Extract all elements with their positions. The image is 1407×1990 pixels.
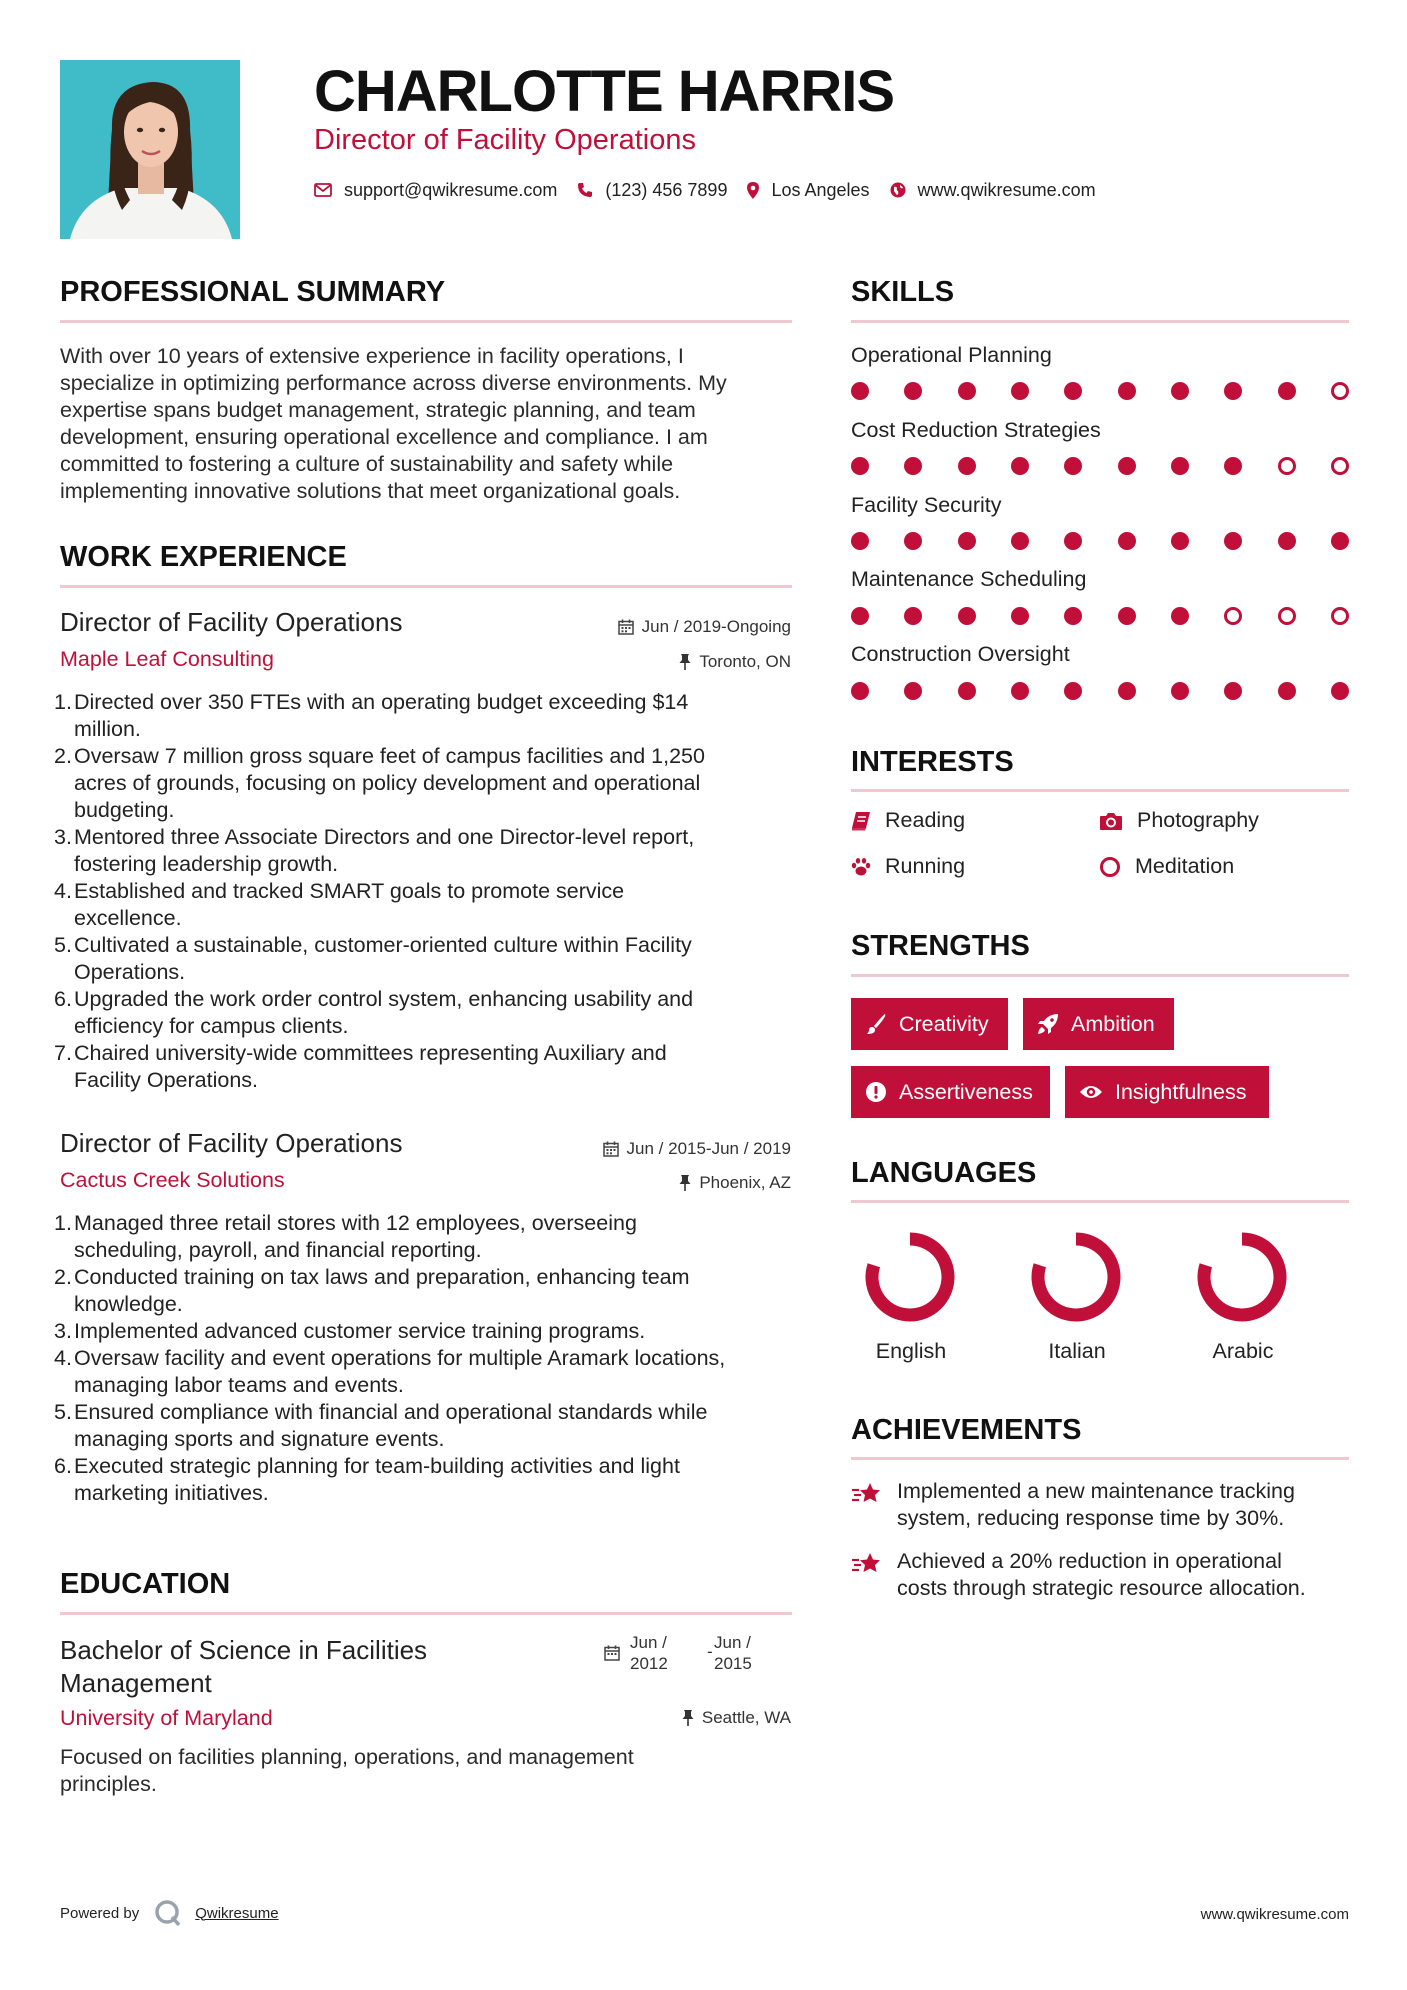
- skill-dot-filled: [1224, 457, 1242, 475]
- language-label: Arabic: [1212, 1339, 1274, 1363]
- skill-dot-filled: [958, 532, 976, 550]
- summary-heading: PROFESSIONAL SUMMARY: [60, 276, 446, 308]
- job-duties-list: [56, 1210, 796, 1507]
- school-name: University of Maryland: [60, 1706, 273, 1730]
- contact-bar: [314, 178, 1116, 202]
- skill-dot-filled: [1118, 532, 1136, 550]
- language-level-arc: [872, 1239, 948, 1315]
- achievement-item: Achieved a 20% reduction in operational costs through strategic resource allocation.: [851, 1548, 1361, 1602]
- skill-dot-filled: [1011, 382, 1029, 400]
- job-dates-text: Jun / 2015-Jun / 2019: [626, 1139, 791, 1158]
- skill-dot-filled: [1224, 532, 1242, 550]
- skills-heading: SKILLS: [851, 276, 955, 308]
- footer-website[interactable]: www.qwikresume.com: [1200, 1906, 1349, 1923]
- degree-line: Management: [60, 1668, 212, 1698]
- skill-dot-filled: [1224, 682, 1242, 700]
- achievements-heading: ACHIEVEMENTS: [851, 1414, 1082, 1446]
- rocket-icon: [1037, 1013, 1059, 1035]
- strength-tag: Assertiveness: [851, 1066, 1050, 1118]
- language-label: Italian: [1048, 1339, 1106, 1363]
- achievement-item: Implemented a new maintenance tracking system, reducing response time by 30%.: [851, 1478, 1361, 1532]
- circle-icon: [1099, 856, 1121, 878]
- edu-end-date: Jun / 2015: [714, 1633, 752, 1673]
- skill-dot-filled: [1331, 532, 1349, 550]
- education-description: Focused on facilities planning, operations, and management principles.: [60, 1745, 634, 1796]
- globe-icon: [890, 182, 906, 198]
- skill-dot-filled: [851, 682, 869, 700]
- skill-dot-filled: [851, 457, 869, 475]
- skill-rating: [851, 606, 1349, 626]
- job-company: Cactus Creek Solutions: [60, 1168, 285, 1192]
- edu-location: [682, 1708, 791, 1728]
- candidate-name: CHARLOTTE HARRIS: [314, 59, 895, 124]
- work-divider: [60, 585, 792, 588]
- language-gauge: [860, 1227, 960, 1327]
- contact-website[interactable]: [890, 180, 1096, 201]
- location-text: Los Angeles: [771, 179, 870, 200]
- qwikresume-link[interactable]: Qwikresume: [195, 1904, 279, 1922]
- footer-powered-by: Powered by Qwikresume: [60, 1898, 279, 1928]
- skill-dot-filled: [1011, 682, 1029, 700]
- contact-email[interactable]: [314, 180, 557, 201]
- skill-dot-filled: [904, 382, 922, 400]
- language-gauge: [1192, 1227, 1292, 1327]
- camera-icon: [1099, 811, 1123, 831]
- languages-heading: LANGUAGES: [851, 1157, 1037, 1189]
- shooting-star-icon: [851, 1480, 883, 1506]
- interests-heading: INTERESTS: [851, 746, 1014, 778]
- job-dates-text: Jun / 2019-Ongoing: [641, 617, 791, 636]
- summary-line: With over 10 years of extensive experience in facility operations, I: [60, 344, 684, 368]
- strength-tag: Creativity: [851, 998, 1008, 1050]
- skill-dot-filled: [1064, 382, 1082, 400]
- skill-rating: [851, 381, 1349, 401]
- skill-dot-filled: [1118, 382, 1136, 400]
- contact-location: [747, 180, 869, 201]
- skill-name: Construction Oversight: [851, 642, 1070, 666]
- skill-dot-filled: [1278, 532, 1296, 550]
- skill-dot-filled: [1064, 682, 1082, 700]
- list-item: 4. Established and tracked SMART goals to promote service excellence.: [54, 879, 625, 930]
- skill-dot-filled: [1118, 457, 1136, 475]
- list-item: 4. Oversaw facility and event operations for multiple Aramark locations, managing labor teams and events.: [54, 1346, 726, 1397]
- skill-dot-filled: [1064, 532, 1082, 550]
- list-item: 7. Chaired university-wide committees representing Auxiliary and Facility Operations.: [54, 1041, 667, 1092]
- eye-icon: [1079, 1083, 1103, 1101]
- skill-dot-filled: [1224, 382, 1242, 400]
- list-item: 5. Ensured compliance with financial and operational standards while managing sports and signature events.: [54, 1400, 708, 1451]
- skill-dot-filled: [1171, 382, 1189, 400]
- skill-rating: [851, 531, 1349, 551]
- skill-dot-filled: [958, 457, 976, 475]
- person-portrait-icon: [60, 60, 240, 239]
- skill-dot-filled: [1171, 607, 1189, 625]
- skill-dot-filled: [1171, 457, 1189, 475]
- calendar-icon: [604, 1645, 620, 1661]
- summary-line: specialize in optimizing performance across diverse environments. My: [60, 371, 727, 395]
- summary-line: committed to fostering a culture of sustainability and safety while: [60, 452, 674, 476]
- skill-dot-filled: [1118, 607, 1136, 625]
- skill-rating: [851, 456, 1349, 476]
- calendar-icon: [618, 619, 634, 635]
- candidate-role: Director of Facility Operations: [314, 124, 696, 156]
- skill-dot-filled: [851, 607, 869, 625]
- skill-dot-filled: [958, 607, 976, 625]
- language-level-arc: [1038, 1239, 1114, 1315]
- list-item: 5. Cultivated a sustainable, customer-oriented culture within Facility Operations.: [54, 933, 692, 984]
- exclamation-icon: [865, 1081, 887, 1103]
- language-gauge: [1026, 1227, 1126, 1327]
- skill-dot-empty: [1331, 382, 1349, 400]
- skill-dot-filled: [1171, 682, 1189, 700]
- summary-line: development, ensuring operational excellence and compliance. I am: [60, 425, 708, 449]
- pushpin-icon: [679, 1175, 691, 1191]
- summary-line: expertise spans budget management, strategic planning, and team: [60, 398, 696, 422]
- skill-dot-filled: [1278, 682, 1296, 700]
- shooting-star-icon: [851, 1550, 883, 1576]
- job-title: Director of Facility Operations: [60, 1128, 403, 1158]
- skill-dot-empty: [1331, 607, 1349, 625]
- job-duties-list: [56, 689, 796, 1094]
- email-text: support@qwikresume.com: [344, 179, 558, 200]
- list-item: 2. Conducted training on tax laws and preparation, enhancing team knowledge.: [54, 1265, 690, 1316]
- phone-icon: [577, 182, 593, 198]
- skill-dot-filled: [1064, 607, 1082, 625]
- summary-line: implementing innovative solutions that meet organizational goals.: [60, 479, 681, 503]
- calendar-icon: [603, 1141, 619, 1157]
- interest-running: Running: [851, 854, 965, 879]
- skill-dot-empty: [1278, 607, 1296, 625]
- skill-dot-filled: [1171, 532, 1189, 550]
- job-location-text: Toronto, ON: [699, 652, 791, 671]
- phone-text: (123) 456 7899: [605, 179, 728, 200]
- interest-meditation: Meditation: [1099, 854, 1234, 879]
- list-item: 1. Managed three retail stores with 12 employees, overseeing scheduling, payroll, and financial reporting.: [54, 1211, 637, 1262]
- skill-dot-empty: [1331, 457, 1349, 475]
- interests-divider: [851, 789, 1349, 792]
- education-divider: [60, 1612, 792, 1615]
- job-dates: [618, 617, 791, 637]
- list-item: 2. Oversaw 7 million gross square feet of campus facilities and 1,250 acres of grounds, focusing on policy development and operational budgeting.: [54, 744, 705, 822]
- skill-dot-filled: [1278, 382, 1296, 400]
- language-level-arc: [1204, 1239, 1280, 1315]
- skill-dot-filled: [1011, 532, 1029, 550]
- website-text: www.qwikresume.com: [917, 179, 1096, 200]
- paw-icon: [851, 857, 871, 877]
- job-company: Maple Leaf Consulting: [60, 647, 274, 671]
- brush-icon: [865, 1013, 887, 1035]
- contact-phone[interactable]: [577, 180, 727, 201]
- interest-photography: Photography: [1099, 808, 1259, 833]
- edu-calendar: [604, 1645, 620, 1666]
- list-item: 6. Upgraded the work order control system, enhancing usability and efficiency for campus clients.: [54, 987, 694, 1038]
- job-dates: [603, 1139, 791, 1159]
- envelope-icon: [314, 183, 332, 197]
- degree-title: [60, 1634, 427, 1700]
- skill-dot-filled: [1331, 682, 1349, 700]
- strength-tag: Insightfulness: [1065, 1066, 1269, 1118]
- skill-dot-filled: [1011, 457, 1029, 475]
- strength-tag: Ambition: [1023, 998, 1174, 1050]
- skill-dot-empty: [1224, 607, 1242, 625]
- job-location: [679, 652, 791, 672]
- achievements-divider: [851, 1457, 1349, 1460]
- skills-divider: [851, 320, 1349, 323]
- pushpin-icon: [679, 654, 691, 670]
- skill-name: Cost Reduction Strategies: [851, 418, 1101, 442]
- qwikresume-logo-icon: [153, 1898, 183, 1928]
- job-location-text: Phoenix, AZ: [699, 1173, 791, 1192]
- skill-dot-filled: [904, 457, 922, 475]
- languages-divider: [851, 1200, 1349, 1203]
- strengths-divider: [851, 974, 1349, 977]
- map-pin-icon: [747, 182, 759, 199]
- language-label: English: [875, 1339, 947, 1363]
- job-location: [679, 1173, 791, 1193]
- list-item: 6. Executed strategic planning for team-building activities and light marketing initiatives.: [54, 1454, 680, 1505]
- pushpin-icon: [682, 1710, 694, 1726]
- edu-location-text: Seattle, WA: [701, 1708, 791, 1727]
- skill-dot-filled: [958, 382, 976, 400]
- skill-dot-filled: [1118, 682, 1136, 700]
- skill-dot-filled: [904, 607, 922, 625]
- book-icon: [851, 811, 871, 831]
- interest-reading: Reading: [851, 808, 965, 833]
- list-item: 3. Mentored three Associate Directors and one Director-level report, fostering leadership growth.: [54, 825, 695, 876]
- skill-dot-filled: [1064, 457, 1082, 475]
- education-heading: EDUCATION: [60, 1568, 231, 1600]
- skill-dot-filled: [904, 532, 922, 550]
- degree-line: Bachelor of Science in Facilities: [60, 1635, 428, 1665]
- job-title: Director of Facility Operations: [60, 607, 403, 637]
- skill-dot-empty: [1278, 457, 1296, 475]
- skill-name: Maintenance Scheduling: [851, 567, 1087, 591]
- strengths-heading: STRENGTHS: [851, 930, 1030, 962]
- skill-name: Operational Planning: [851, 343, 1052, 367]
- work-heading: WORK EXPERIENCE: [60, 541, 347, 573]
- summary-divider: [60, 320, 792, 323]
- profile-photo: [60, 60, 240, 239]
- skill-dot-filled: [904, 682, 922, 700]
- skill-dot-filled: [851, 382, 869, 400]
- edu-start-date: Jun / 2012: [630, 1633, 668, 1673]
- skill-rating: [851, 681, 1349, 701]
- list-item: 3. Implemented advanced customer service training programs.: [54, 1319, 646, 1343]
- skill-dot-filled: [958, 682, 976, 700]
- skill-dot-filled: [851, 532, 869, 550]
- list-item: 1. Directed over 350 FTEs with an operating budget exceeding $14 million.: [54, 690, 689, 741]
- summary-text: [60, 343, 800, 505]
- edu-date-separator: -: [707, 1642, 713, 1661]
- skill-dot-filled: [1011, 607, 1029, 625]
- skill-name: Facility Security: [851, 493, 1002, 517]
